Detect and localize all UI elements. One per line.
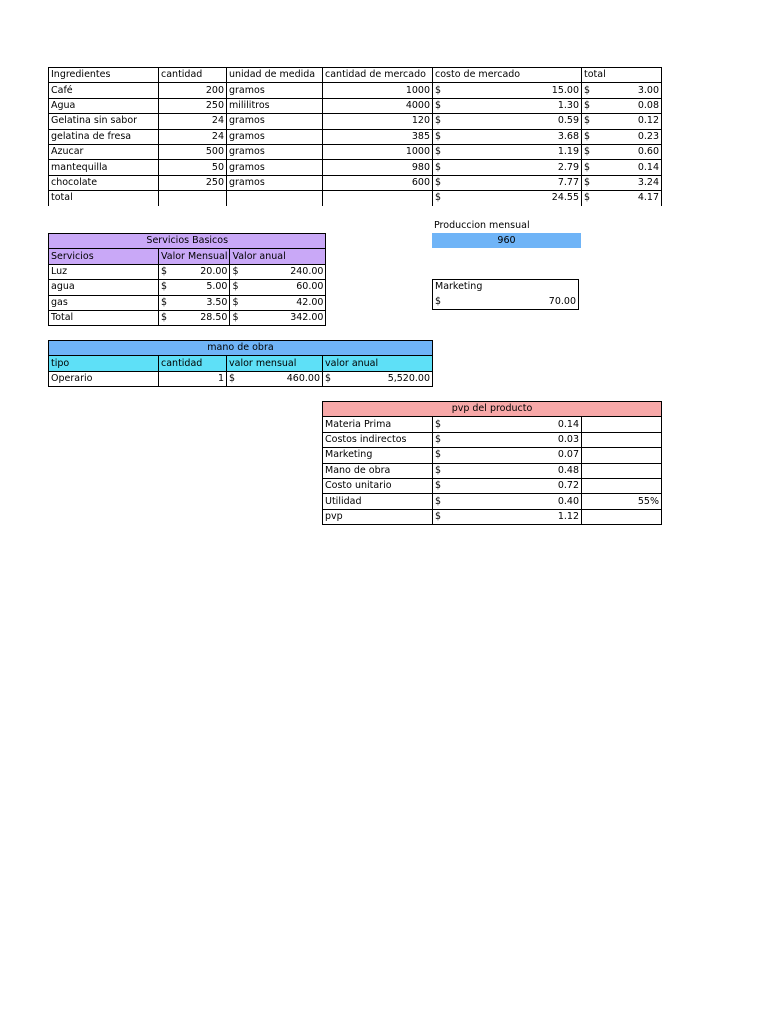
servicios-header-row [49,249,326,264]
cell-anual[interactable] [323,371,433,386]
table-row [49,160,662,175]
cell-unidad[interactable]: gramos [227,129,323,144]
cell-value[interactable] [433,478,582,493]
cell-servicio[interactable]: agua [49,280,159,295]
header-cantidad[interactable]: cantidad [159,356,227,371]
cell-label[interactable]: Mano de obra [323,463,433,478]
cell-costo-mercado[interactable] [433,98,582,113]
cell-value[interactable] [433,494,582,509]
cell-ingrediente[interactable]: gelatina de fresa [49,129,159,144]
currency-symbol: $ [435,130,442,142]
value: 0.03 [557,433,579,445]
value: 342.00 [290,312,324,324]
currency-symbol: $ [435,161,442,173]
header-cantidad[interactable]: cantidad [159,68,227,83]
mano-obra-title[interactable]: mano de obra [49,341,433,356]
cell-total[interactable] [582,175,662,190]
cell-servicio[interactable]: gas [49,295,159,310]
header-valor-anual[interactable]: valor anual [323,356,433,371]
cell-value[interactable] [433,448,582,463]
table-row [49,114,662,129]
cell-ingrediente[interactable]: Agua [49,98,159,113]
mano-obra-header-row [49,356,433,371]
cell-unidad[interactable]: gramos [227,144,323,159]
cell-label[interactable]: Costos indirectos [323,432,433,447]
value: 28.50 [200,312,228,324]
table-row [49,280,326,295]
header-servicios[interactable]: Servicios [49,249,159,264]
table-row [49,83,662,98]
cell-total[interactable] [582,114,662,129]
cell-ingrediente[interactable]: chocolate [49,175,159,190]
cell-label[interactable]: pvp [323,509,433,524]
value: 1.19 [557,146,579,158]
cell-unidad[interactable]: mililitros [227,98,323,113]
currency-symbol: $ [232,281,239,293]
cell-cantidad-mercado[interactable]: 385 [323,129,433,144]
table-row [323,463,662,478]
cell-cantidad[interactable]: 1 [159,371,227,386]
cell-cantidad-mercado[interactable]: 600 [323,175,433,190]
cell-label[interactable]: Marketing [323,448,433,463]
empty-cell[interactable] [159,191,227,206]
currency-symbol: $ [325,372,332,384]
value: 70.00 [548,295,576,307]
cell-unidad[interactable]: gramos [227,114,323,129]
total-label[interactable]: total [49,191,159,206]
cell-total[interactable] [582,160,662,175]
value: 42.00 [296,296,324,308]
cell-extra[interactable] [582,463,662,478]
header-tipo[interactable]: tipo [49,356,159,371]
currency-symbol: $ [435,495,442,507]
cell-cantidad[interactable]: 250 [159,175,227,190]
total-total[interactable] [582,191,662,206]
value: 0.08 [637,99,659,111]
servicios-title[interactable]: Servicios Basicos [49,234,326,249]
currency-symbol: $ [161,312,168,324]
value: 24.55 [551,192,579,204]
cell-label[interactable]: Costo unitario [323,478,433,493]
cell-costo-mercado[interactable] [433,129,582,144]
cell-anual[interactable] [230,264,326,279]
table-row [49,371,433,386]
value: 0.72 [557,480,579,492]
currency-symbol: $ [435,146,442,158]
ingredientes-table [48,67,662,206]
table-row [323,494,662,509]
table-row [323,448,662,463]
cell-ingrediente[interactable]: Gelatina sin sabor [49,114,159,129]
cell-servicio[interactable]: Total [49,310,159,325]
value: 0.14 [557,418,579,430]
header-unidad[interactable]: unidad de medida [227,68,323,83]
cell-costo-mercado[interactable] [433,83,582,98]
cell-total[interactable] [582,129,662,144]
value: 3.24 [637,176,659,188]
cell-value[interactable] [433,509,582,524]
cell-costo-mercado[interactable] [433,160,582,175]
currency-symbol: $ [435,115,442,127]
cell-ingrediente[interactable]: Café [49,83,159,98]
value: 3.50 [206,296,228,308]
cell-cantidad-mercado[interactable]: 1000 [323,144,433,159]
table-row [49,175,662,190]
header-costo-mercado[interactable]: costo de mercado [433,68,582,83]
cell-costo-mercado[interactable] [433,114,582,129]
cell-total[interactable] [582,83,662,98]
mano-obra-table [48,340,433,387]
cell-extra[interactable]: 55% [582,494,662,509]
header-valor-mensual[interactable]: valor mensual [227,356,323,371]
marketing-value[interactable] [433,294,579,309]
header-valor-mensual[interactable]: Valor Mensual [159,249,230,264]
cell-mensual[interactable] [227,371,323,386]
cell-mensual[interactable] [159,264,230,279]
table-row [323,417,662,432]
value: 60.00 [296,281,324,293]
produccion-table [432,219,581,248]
currency-symbol: $ [435,99,442,111]
table-row [49,144,662,159]
currency-symbol: $ [584,146,591,158]
cell-cantidad[interactable]: 500 [159,144,227,159]
cell-total[interactable] [582,98,662,113]
currency-symbol: $ [161,296,168,308]
cell-mensual[interactable] [159,295,230,310]
marketing-table [432,279,579,310]
cell-servicio[interactable]: Luz [49,264,159,279]
empty-cell[interactable] [323,191,433,206]
cell-cantidad[interactable]: 24 [159,129,227,144]
mano-obra-title-row [49,341,433,356]
value: 0.07 [557,449,579,461]
table-row [49,264,326,279]
cell-cantidad-mercado[interactable]: 120 [323,114,433,129]
currency-symbol: $ [161,265,168,277]
table-row [49,295,326,310]
value: 1.30 [557,99,579,111]
cell-value[interactable] [433,432,582,447]
currency-symbol: $ [232,312,239,324]
value: 0.60 [637,146,659,158]
marketing-label[interactable]: Marketing [435,281,483,293]
currency-symbol: $ [584,176,591,188]
table-row [323,509,662,524]
cell-unidad[interactable]: gramos [227,160,323,175]
value: 4.17 [637,192,659,204]
currency-symbol: $ [229,372,236,384]
table-row [49,129,662,144]
currency-symbol: $ [435,192,442,204]
table-row [49,310,326,325]
header-total[interactable]: total [582,68,662,83]
value: 1.12 [557,510,579,522]
header-cantidad-mercado[interactable]: cantidad de mercado [323,68,433,83]
currency-symbol: $ [584,99,591,111]
servicios-title-row [49,234,326,249]
cell-cantidad[interactable]: 50 [159,160,227,175]
cell-unidad[interactable]: gramos [227,83,323,98]
value: 0.14 [637,161,659,173]
cell-cantidad[interactable]: 24 [159,114,227,129]
value: 0.48 [557,464,579,476]
cell-label[interactable]: Utilidad [323,494,433,509]
table-row [49,98,662,113]
currency-symbol: $ [584,192,591,204]
value: 0.23 [637,130,659,142]
value: 20.00 [200,265,228,277]
currency-symbol: $ [435,449,442,461]
currency-symbol: $ [435,418,442,430]
currency-symbol: $ [435,176,442,188]
cell-anual[interactable] [230,310,326,325]
value: 7.77 [557,176,579,188]
table-row [323,432,662,447]
cell-costo-mercado[interactable] [433,144,582,159]
cell-ingrediente[interactable]: Azucar [49,144,159,159]
value: 5.00 [206,281,228,293]
cell-extra[interactable] [582,509,662,524]
empty-cell[interactable] [227,191,323,206]
currency-symbol: $ [584,115,591,127]
cell-extra[interactable] [582,478,662,493]
cell-tipo[interactable]: Operario [49,371,159,386]
currency-symbol: $ [435,464,442,476]
currency-symbol: $ [584,161,591,173]
currency-symbol: $ [435,84,442,96]
ingredientes-header-row [49,68,662,83]
cell-cantidad[interactable]: 200 [159,83,227,98]
value: 240.00 [290,265,324,277]
pvp-title[interactable]: pvp del producto [323,402,662,417]
cell-value[interactable] [433,463,582,478]
value: 0.59 [557,115,579,127]
cell-extra[interactable] [582,417,662,432]
cell-ingrediente[interactable]: mantequilla [49,160,159,175]
currency-symbol: $ [435,510,442,522]
cell-cantidad-mercado[interactable]: 4000 [323,98,433,113]
value: 2.79 [557,161,579,173]
currency-symbol: $ [161,281,168,293]
value: 3.00 [637,84,659,96]
value: 5,520.00 [387,372,430,384]
currency-symbol: $ [232,296,239,308]
value: 0.12 [637,115,659,127]
cell-anual[interactable] [230,280,326,295]
produccion-label[interactable]: Produccion mensual [434,220,530,232]
value: 460.00 [286,372,320,384]
currency-symbol: $ [232,265,239,277]
currency-symbol: $ [584,84,591,96]
currency-symbol: $ [435,480,442,492]
value: 15.00 [551,84,579,96]
pvp-table [322,401,662,525]
pvp-title-row [323,402,662,417]
total-costo[interactable] [433,191,582,206]
produccion-value[interactable]: 960 [432,233,581,247]
cell-cantidad-mercado[interactable]: 980 [323,160,433,175]
value: 0.40 [557,495,579,507]
currency-symbol: $ [435,433,442,445]
currency-symbol: $ [435,295,442,307]
cell-value[interactable] [433,417,582,432]
table-row [323,478,662,493]
currency-symbol: $ [584,130,591,142]
cell-cantidad[interactable]: 250 [159,98,227,113]
cell-anual[interactable] [230,295,326,310]
cell-mensual[interactable] [159,310,230,325]
cell-extra[interactable] [582,432,662,447]
cell-cantidad-mercado[interactable]: 1000 [323,83,433,98]
cell-mensual[interactable] [159,280,230,295]
cell-costo-mercado[interactable] [433,175,582,190]
cell-total[interactable] [582,144,662,159]
ingredientes-total-row [49,191,662,206]
cell-extra[interactable] [582,448,662,463]
cell-unidad[interactable]: gramos [227,175,323,190]
servicios-table [48,233,326,326]
cell-label[interactable]: Materia Prima [323,417,433,432]
value: 3.68 [557,130,579,142]
header-ingredientes[interactable]: Ingredientes [49,68,159,83]
header-valor-anual[interactable]: Valor anual [230,249,326,264]
